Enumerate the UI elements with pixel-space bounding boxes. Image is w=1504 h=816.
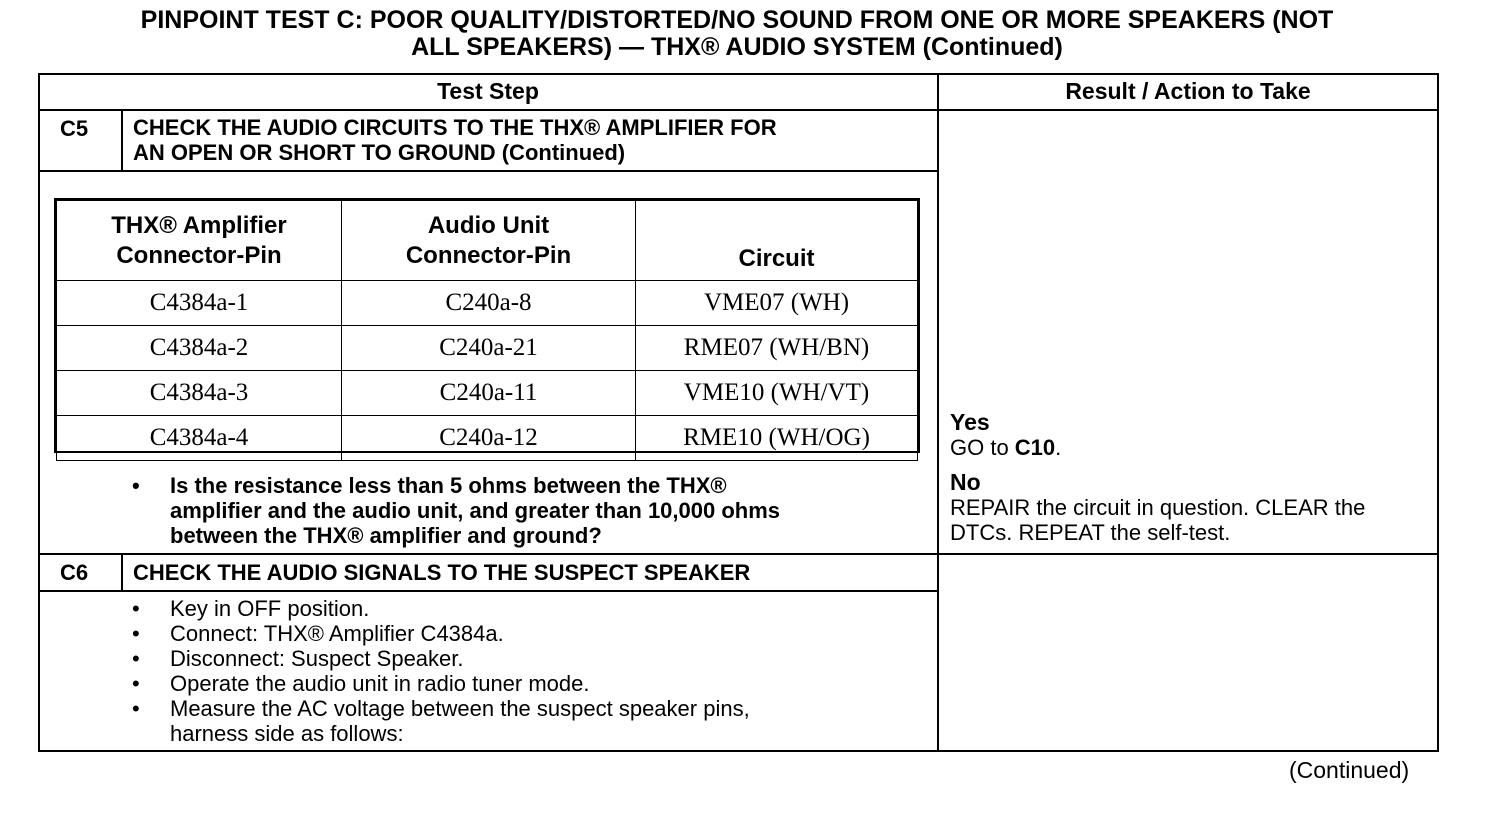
- question-line-1: • Is the resistance less than 5 ohms between the THX®: [170, 473, 727, 498]
- col-thx-amplifier-pin: [57, 201, 342, 281]
- list-item: • Operate the audio unit in radio tuner mode.: [132, 671, 912, 696]
- c5-id-divider: [121, 109, 123, 171]
- step-c5-title-line-1: CHECK THE AUDIO CIRCUITS TO THE THX® AMPLIFIER FOR: [133, 115, 777, 140]
- amplifier-pin-cell: C4384a-1: [57, 281, 342, 326]
- c5-title-divider: [38, 170, 938, 172]
- no-action-line-2: DTCs. REPEAT the self-test.: [950, 520, 1231, 545]
- step-c6-id: C6: [60, 560, 89, 585]
- yes-action-text: GO to: [950, 435, 1015, 460]
- step-c6-instructions: [132, 596, 912, 746]
- header-test-step: Test Step: [437, 78, 539, 104]
- step-c5-id: C5: [60, 116, 89, 141]
- col-header-line: THX® Amplifier: [111, 211, 287, 239]
- list-item: • Disconnect: Suspect Speaker.: [132, 646, 912, 671]
- question-line-2: amplifier and the audio unit, and greater than 10,000 ohms: [170, 498, 781, 523]
- list-item: • Connect: THX® Amplifier C4384a.: [132, 621, 912, 646]
- list-item: • Key in OFF position.: [132, 596, 912, 621]
- question-item: [132, 473, 912, 548]
- col-header-line: Connector-Pin: [405, 241, 572, 269]
- yes-target-step: C10: [1014, 435, 1056, 460]
- no-label: No: [950, 469, 981, 495]
- page-title-line-2: ALL SPEAKERS) — THX® AUDIO SYSTEM (Continued): [411, 33, 1063, 61]
- col-header-line: Audio Unit: [427, 211, 550, 239]
- step-c6-title: CHECK THE AUDIO SIGNALS TO THE SUSPECT SPEAKER: [133, 560, 751, 585]
- no-action-line-1: REPAIR the circuit in question. CLEAR the: [950, 495, 1366, 520]
- audio-unit-pin-cell: C240a-21: [342, 326, 636, 371]
- step-c5-title: [133, 115, 933, 165]
- step-c5-title-line-2: AN OPEN OR SHORT TO GROUND (Continued): [133, 140, 626, 165]
- connector-pin-table: [54, 198, 920, 453]
- circuit-cell: VME07 (WH): [636, 281, 918, 326]
- amplifier-pin-cell: C4384a-2: [57, 326, 342, 371]
- header-divider: [38, 109, 1439, 111]
- table-row: [57, 416, 918, 461]
- table-row: [57, 326, 918, 371]
- step-c5-question: [132, 473, 912, 548]
- connector-pin-table-header: [57, 201, 918, 281]
- audio-unit-pin-cell: C240a-8: [342, 281, 636, 326]
- circuit-cell: RME07 (WH/BN): [636, 326, 918, 371]
- list-item-line-2: harness side as follows:: [170, 721, 404, 746]
- table-row: [57, 281, 918, 326]
- yes-label: Yes: [950, 409, 990, 435]
- col-header-line: Circuit: [738, 245, 815, 272]
- col-circuit: [636, 201, 918, 281]
- header-result-action: Result / Action to Take: [1065, 78, 1311, 104]
- yes-action: [950, 435, 1365, 460]
- page-title-line-1: PINPOINT TEST C: POOR QUALITY/DISTORTED/NO SOUND FROM ONE OR MORE SPEAKERS (NOT: [140, 6, 1334, 34]
- c5-c6-divider: [38, 553, 1439, 555]
- column-divider: [937, 73, 939, 752]
- audio-unit-pin-cell: C240a-11: [342, 371, 636, 416]
- continued-label: (Continued): [1289, 757, 1410, 783]
- circuit-cell: RME10 (WH/OG): [636, 416, 918, 461]
- c6-id-divider: [121, 553, 123, 591]
- table-row: [57, 371, 918, 416]
- col-header-line: Connector-Pin: [116, 241, 282, 269]
- list-item-line-1: • Measure the AC voltage between the suspect speaker pins,: [170, 696, 750, 721]
- circuit-cell: VME10 (WH/VT): [636, 371, 918, 416]
- page-title: [0, 7, 1474, 61]
- audio-unit-pin-cell: C240a-12: [342, 416, 636, 461]
- c6-title-divider: [38, 590, 938, 592]
- question-line-3: between the THX® amplifier and ground?: [170, 523, 602, 548]
- yes-action-suffix: .: [1055, 435, 1062, 460]
- step-c5-result: [950, 410, 1365, 545]
- col-audio-unit-pin: [342, 201, 636, 281]
- amplifier-pin-cell: C4384a-3: [57, 371, 342, 416]
- amplifier-pin-cell: C4384a-4: [57, 416, 342, 461]
- list-item: [132, 696, 912, 746]
